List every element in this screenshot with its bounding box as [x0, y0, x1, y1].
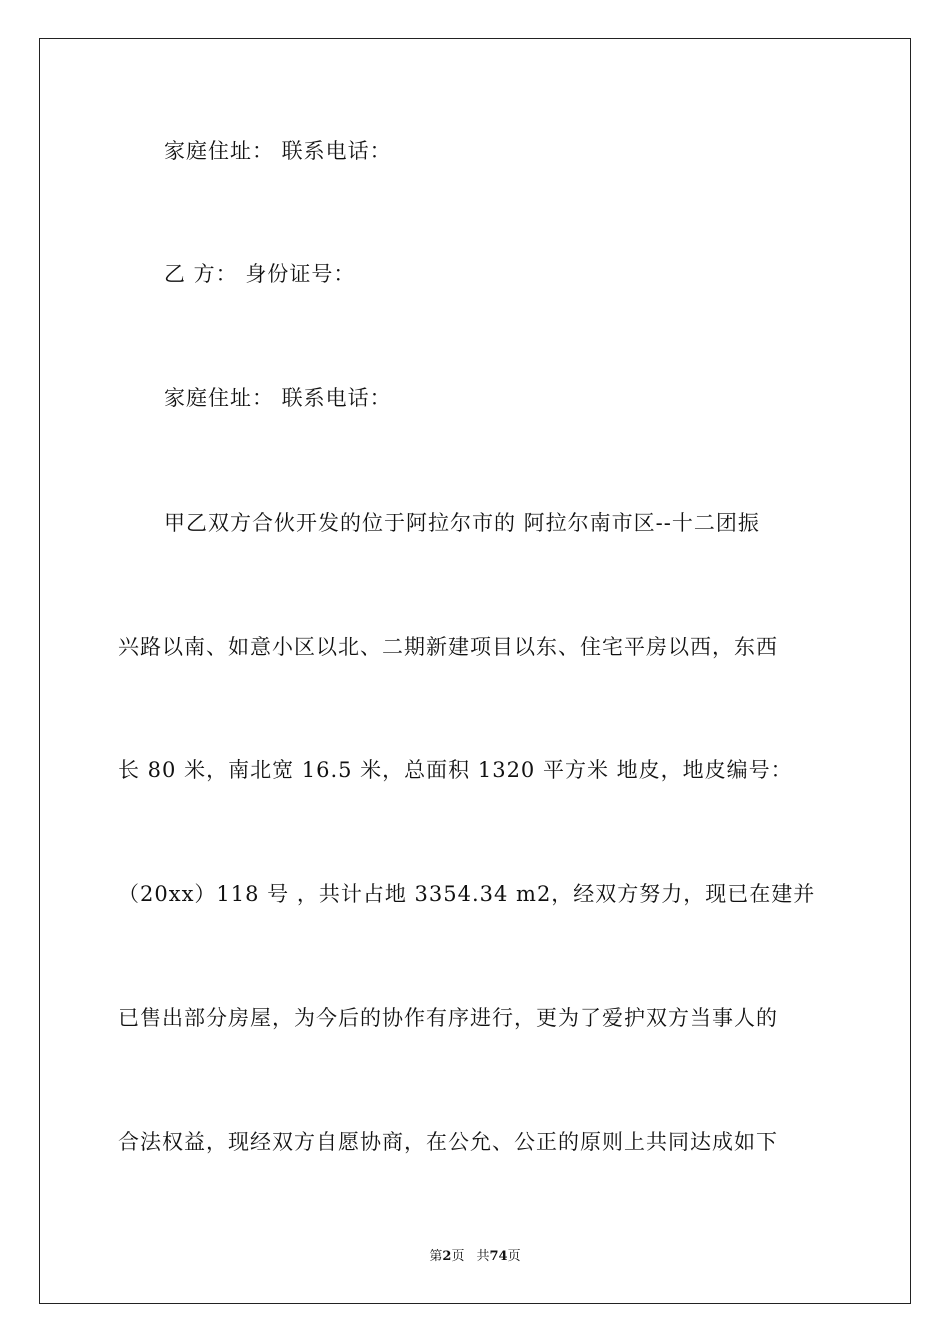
total-prefix: 共 [476, 1249, 490, 1264]
page-suffix: 页 [451, 1249, 465, 1264]
paragraph-line-5: 兴路以南、如意小区以北、二期新建项目以东、住宅平房以西，东西 [118, 635, 778, 659]
page-number: 2 [442, 1249, 452, 1264]
page-prefix: 第 [429, 1249, 443, 1264]
page-border [39, 38, 911, 1304]
paragraph-line-8: 已售出部分房屋，为今后的协作有序进行，更为了爱护双方当事人的 [118, 1006, 778, 1030]
paragraph-line-9: 合法权益，现经双方自愿协商，在公允、公正的原则上共同达成如下 [118, 1130, 778, 1154]
paragraph-line-7: （20xx）118 号 ，共计占地 3354.34 m2，经双方努力，现已在建并 [118, 882, 816, 906]
page-total: 74 [489, 1249, 508, 1264]
paragraph-line-2: 乙 方： 身份证号： [164, 262, 356, 286]
paragraph-line-1: 家庭住址： 联系电话： [164, 139, 392, 163]
total-suffix: 页 [507, 1249, 521, 1264]
paragraph-line-4: 甲乙双方合伙开发的位于阿拉尔市的 阿拉尔南市区--十二团振 [164, 511, 760, 535]
page-footer [0, 1248, 950, 1266]
paragraph-line-3: 家庭住址： 联系电话： [164, 386, 392, 410]
paragraph-line-6: 长 80 米，南北宽 16.5 米，总面积 1320 平方米 地皮，地皮编号： [118, 758, 793, 782]
